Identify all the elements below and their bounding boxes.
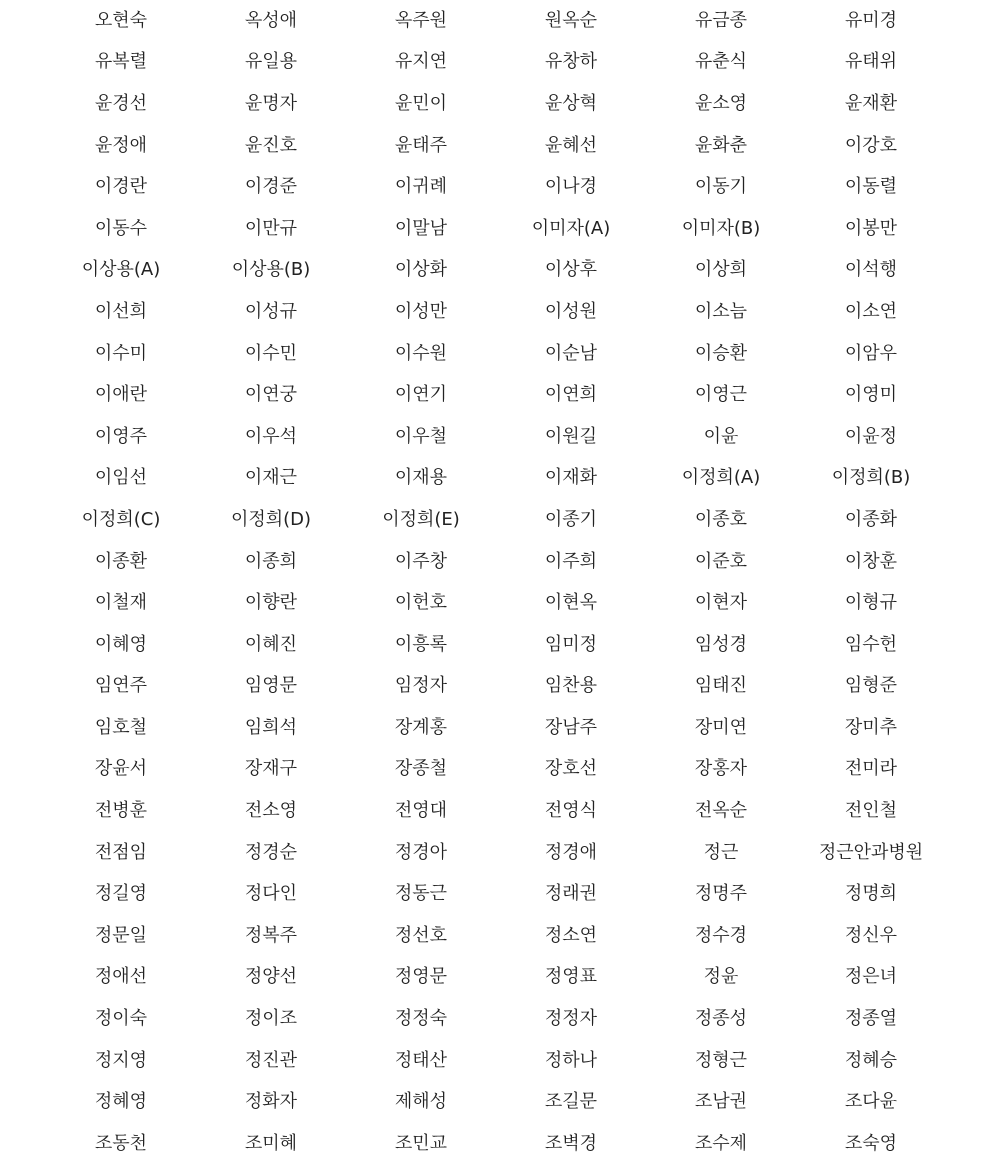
name-entry: 원옥순 <box>544 9 598 31</box>
name-entry: 이혜진 <box>244 633 298 655</box>
name-entry: 장계홍 <box>394 716 448 738</box>
name-entry: 조미혜 <box>244 1132 298 1154</box>
name-entry: 전미라 <box>844 758 898 780</box>
name-entry: 이귀례 <box>394 176 448 198</box>
name-entry: 전옥순 <box>694 800 748 822</box>
name-entry: 이연희 <box>544 384 598 406</box>
name-entry: 임찬용 <box>544 675 598 697</box>
name-entry: 이수미 <box>94 342 148 364</box>
name-entry: 정래권 <box>544 883 598 905</box>
name-entry: 정신우 <box>844 924 898 946</box>
name-entry: 정양선 <box>244 966 298 988</box>
name-entry: 장홍자 <box>694 758 748 780</box>
name-entry: 이연기 <box>394 384 448 406</box>
name-entry: 이상희 <box>694 259 748 281</box>
name-entry: 전인철 <box>844 800 898 822</box>
name-entry: 이향란 <box>244 592 298 614</box>
name-entry: 이동수 <box>94 217 148 239</box>
name-entry: 이형규 <box>844 592 898 614</box>
name-entry: 정윤 <box>703 966 739 988</box>
name-entry: 정선호 <box>394 924 448 946</box>
name-entry: 윤민이 <box>394 92 448 114</box>
name-entry: 윤혜선 <box>544 134 598 156</box>
name-entry: 이정희(A) <box>681 467 761 489</box>
name-entry: 이수원 <box>394 342 448 364</box>
name-entry: 전영대 <box>394 800 448 822</box>
name-entry: 오현숙 <box>94 9 148 31</box>
name-entry: 정수경 <box>694 924 748 946</box>
name-entry: 정길영 <box>94 883 148 905</box>
name-entry: 이정희(E) <box>382 508 460 530</box>
name-list-grid <box>46 0 946 1165</box>
name-entry: 정근안과병원 <box>818 841 924 863</box>
name-entry: 정혜영 <box>94 1091 148 1113</box>
name-entry: 정종성 <box>694 1008 748 1030</box>
name-entry: 정정자 <box>544 1008 598 1030</box>
name-entry: 유지연 <box>394 51 448 73</box>
name-entry: 장재구 <box>244 758 298 780</box>
name-entry: 윤정애 <box>94 134 148 156</box>
name-entry: 장남주 <box>544 716 598 738</box>
name-entry: 정형근 <box>694 1049 748 1071</box>
name-entry: 이경란 <box>94 176 148 198</box>
name-entry: 정문일 <box>94 924 148 946</box>
name-entry: 윤화춘 <box>694 134 748 156</box>
name-entry: 정영표 <box>544 966 598 988</box>
name-entry: 정이숙 <box>94 1008 148 1030</box>
name-entry: 조숙영 <box>844 1132 898 1154</box>
name-entry: 이철재 <box>94 592 148 614</box>
name-entry: 임태진 <box>694 675 748 697</box>
name-entry: 윤재환 <box>844 92 898 114</box>
name-entry: 이종환 <box>94 550 148 572</box>
name-entry: 이나경 <box>544 176 598 198</box>
name-entry: 조길문 <box>544 1091 598 1113</box>
name-entry: 정은녀 <box>844 966 898 988</box>
name-entry: 유춘식 <box>694 51 748 73</box>
name-entry: 정화자 <box>244 1091 298 1113</box>
name-entry: 정다인 <box>244 883 298 905</box>
name-entry: 이흥록 <box>394 633 448 655</box>
name-entry: 이말남 <box>394 217 448 239</box>
name-entry: 이상후 <box>544 259 598 281</box>
name-entry: 조민교 <box>394 1132 448 1154</box>
name-entry: 옥주원 <box>394 9 448 31</box>
name-entry: 윤소영 <box>694 92 748 114</box>
name-entry: 임형준 <box>844 675 898 697</box>
name-entry: 임미정 <box>544 633 598 655</box>
name-entry: 정경순 <box>244 841 298 863</box>
name-entry: 정근 <box>703 841 739 863</box>
name-entry: 윤상혁 <box>544 92 598 114</box>
name-entry: 이만규 <box>244 217 298 239</box>
name-entry: 이정희(C) <box>81 508 161 530</box>
name-entry: 유태위 <box>844 51 898 73</box>
name-entry: 정복주 <box>244 924 298 946</box>
name-entry: 임수헌 <box>844 633 898 655</box>
name-entry: 이경준 <box>244 176 298 198</box>
name-entry: 제해성 <box>394 1091 448 1113</box>
name-entry: 이종화 <box>844 508 898 530</box>
name-entry: 이순남 <box>544 342 598 364</box>
name-entry: 이준호 <box>694 550 748 572</box>
name-entry: 이영미 <box>844 384 898 406</box>
name-entry: 이승환 <box>694 342 748 364</box>
name-entry: 이재근 <box>244 467 298 489</box>
name-entry: 옥성애 <box>244 9 298 31</box>
name-entry: 조남권 <box>694 1091 748 1113</box>
name-entry: 정하나 <box>544 1049 598 1071</box>
name-entry: 임희석 <box>244 716 298 738</box>
name-entry: 장호선 <box>544 758 598 780</box>
name-entry: 윤명자 <box>244 92 298 114</box>
name-entry: 이상용(B) <box>231 259 311 281</box>
name-entry: 이상용(A) <box>81 259 161 281</box>
name-entry: 정지영 <box>94 1049 148 1071</box>
name-entry: 이주희 <box>544 550 598 572</box>
name-entry: 전점임 <box>94 841 148 863</box>
name-entry: 이창훈 <box>844 550 898 572</box>
name-entry: 이상화 <box>394 259 448 281</box>
name-entry: 정정숙 <box>394 1008 448 1030</box>
name-entry: 이원길 <box>544 425 598 447</box>
name-entry: 임호철 <box>94 716 148 738</box>
name-entry: 이종기 <box>544 508 598 530</box>
name-entry: 이수민 <box>244 342 298 364</box>
name-entry: 이애란 <box>94 384 148 406</box>
name-entry: 정태산 <box>394 1049 448 1071</box>
name-entry: 이성만 <box>394 300 448 322</box>
name-entry: 이소연 <box>844 300 898 322</box>
name-entry: 이우철 <box>394 425 448 447</box>
name-entry: 장미연 <box>694 716 748 738</box>
name-entry: 유일용 <box>244 51 298 73</box>
name-entry: 전영식 <box>544 800 598 822</box>
name-entry: 이헌호 <box>394 592 448 614</box>
name-entry: 이임선 <box>94 467 148 489</box>
name-entry: 윤태주 <box>394 134 448 156</box>
name-entry: 이미자(A) <box>531 217 611 239</box>
name-entry: 임영문 <box>244 675 298 697</box>
name-entry: 정소연 <box>544 924 598 946</box>
name-entry: 임성경 <box>694 633 748 655</box>
name-entry: 유복렬 <box>94 51 148 73</box>
name-entry: 이영근 <box>694 384 748 406</box>
name-entry: 이봉만 <box>844 217 898 239</box>
name-entry: 이종호 <box>694 508 748 530</box>
name-entry: 이주창 <box>394 550 448 572</box>
name-entry: 정경아 <box>394 841 448 863</box>
name-entry: 전병훈 <box>94 800 148 822</box>
name-entry: 이정희(B) <box>831 467 911 489</box>
name-entry: 이동렬 <box>844 176 898 198</box>
name-entry: 유금종 <box>694 9 748 31</box>
name-entry: 이혜영 <box>94 633 148 655</box>
name-entry: 장종철 <box>394 758 448 780</box>
name-entry: 장윤서 <box>94 758 148 780</box>
name-entry: 정애선 <box>94 966 148 988</box>
name-entry: 윤진호 <box>244 134 298 156</box>
name-entry: 정진관 <box>244 1049 298 1071</box>
name-entry: 이재화 <box>544 467 598 489</box>
name-entry: 윤경선 <box>94 92 148 114</box>
name-entry: 이성원 <box>544 300 598 322</box>
name-entry: 정동근 <box>394 883 448 905</box>
name-entry: 조다윤 <box>844 1091 898 1113</box>
name-entry: 임연주 <box>94 675 148 697</box>
name-entry: 이연궁 <box>244 384 298 406</box>
name-entry: 정이조 <box>244 1008 298 1030</box>
name-entry: 이종희 <box>244 550 298 572</box>
name-entry: 이재용 <box>394 467 448 489</box>
name-entry: 유미경 <box>844 9 898 31</box>
name-entry: 정영문 <box>394 966 448 988</box>
name-entry: 전소영 <box>244 800 298 822</box>
name-entry: 정명주 <box>694 883 748 905</box>
name-entry: 임정자 <box>394 675 448 697</box>
name-entry: 이윤정 <box>844 425 898 447</box>
name-entry: 이선희 <box>94 300 148 322</box>
name-entry: 이현자 <box>694 592 748 614</box>
name-entry: 조벽경 <box>544 1132 598 1154</box>
name-entry: 이석행 <box>844 259 898 281</box>
name-entry: 이현옥 <box>544 592 598 614</box>
name-entry: 이동기 <box>694 176 748 198</box>
name-entry: 이미자(B) <box>681 217 761 239</box>
name-entry: 정혜승 <box>844 1049 898 1071</box>
name-entry: 정명희 <box>844 883 898 905</box>
name-entry: 유창하 <box>544 51 598 73</box>
name-entry: 이우석 <box>244 425 298 447</box>
name-entry: 이성규 <box>244 300 298 322</box>
name-entry: 이윤 <box>703 425 739 447</box>
name-entry: 조수제 <box>694 1132 748 1154</box>
name-entry: 조동천 <box>94 1132 148 1154</box>
name-entry: 장미추 <box>844 716 898 738</box>
name-entry: 이정희(D) <box>230 508 312 530</box>
name-entry: 정경애 <box>544 841 598 863</box>
name-entry: 정종열 <box>844 1008 898 1030</box>
name-entry: 이강호 <box>844 134 898 156</box>
name-entry: 이영주 <box>94 425 148 447</box>
name-entry: 이소늠 <box>694 300 748 322</box>
name-entry: 이암우 <box>844 342 898 364</box>
